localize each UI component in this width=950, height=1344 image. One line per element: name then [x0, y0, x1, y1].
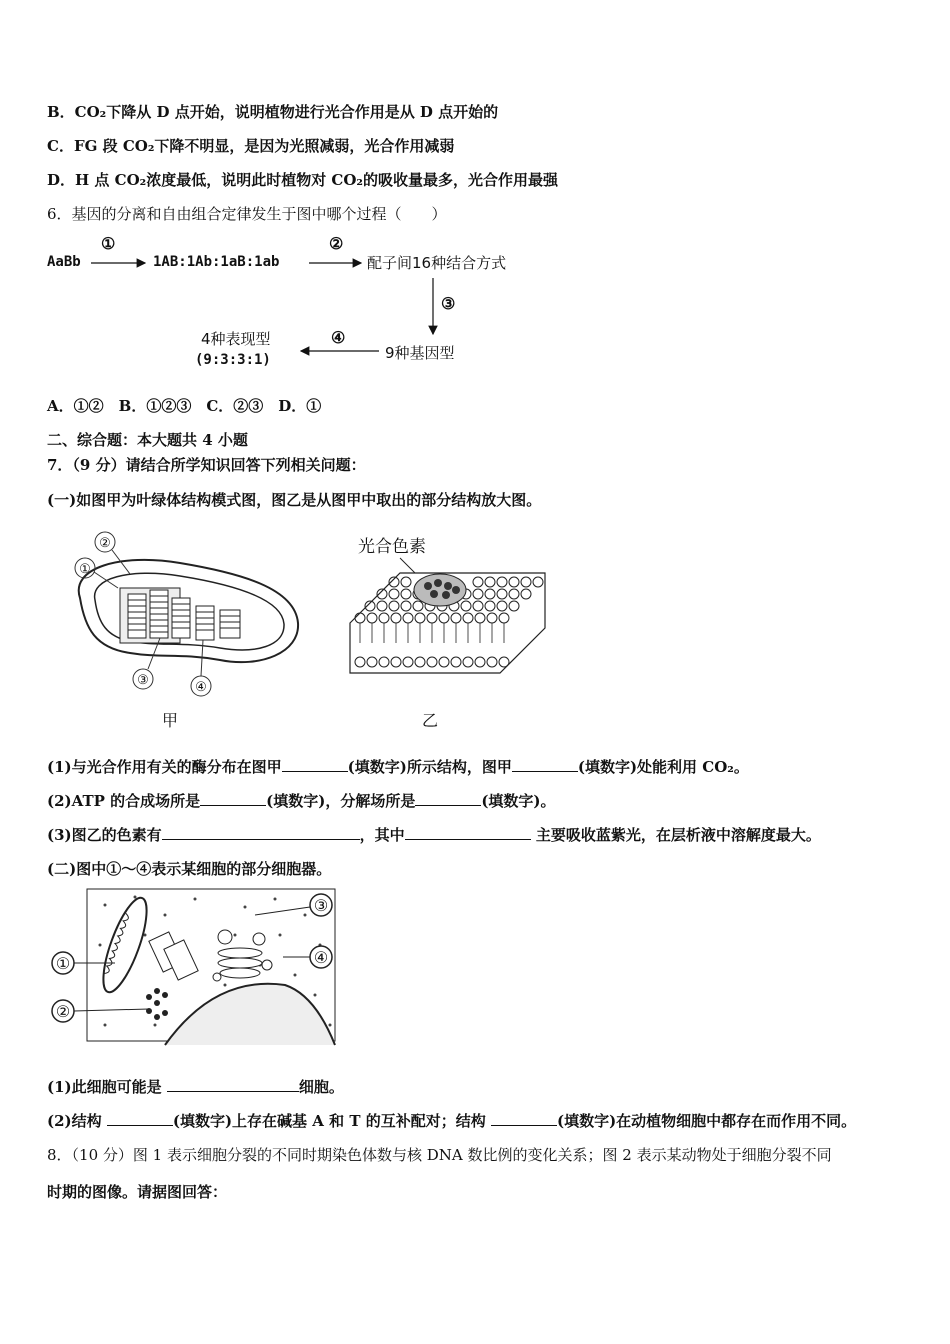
chloroplast-label-1: ①	[79, 562, 91, 577]
cell-label-4: ④	[313, 948, 329, 967]
figure-yi-caption: 乙	[421, 711, 439, 730]
q7-stem: 7．（9 分）请结合所学知识回答下列相关问题：	[47, 456, 366, 474]
chloroplast-label-4: ④	[195, 680, 207, 695]
answer-blank[interactable]	[405, 825, 531, 840]
flow-step-4: ④	[331, 328, 346, 347]
flow-genotypes: 9种基因型	[385, 344, 455, 362]
flow-step-3: ③	[441, 294, 456, 313]
flow-start: AaBb	[47, 254, 81, 270]
q5-option-c: C．FG 段 CO₂下降不明显，是因为光照减弱，光合作用减弱	[47, 137, 455, 155]
cell-label-2: ②	[55, 1002, 71, 1021]
chloroplast-label-2: ②	[99, 536, 111, 551]
answer-blank[interactable]	[282, 757, 348, 772]
flow-gametes: 1AB:1Ab:1aB:1ab	[153, 254, 280, 270]
q7-part2-sub2: (2)结构 (填数字)上存在碱基 A 和 T 的互补配对；结构 (填数字)在动植物细胞中都存在而作用不同。	[47, 1112, 857, 1130]
q7-part1-stem: (一)如图甲为叶绿体结构模式图，图乙是从图甲中取出的部分结构放大图。	[47, 491, 542, 509]
pigment-label: 光合色素	[358, 537, 426, 557]
q8-stem-line1: 8．（10 分）图 1 表示细胞分裂的不同时期染色体数与核 DNA 数比例的变化关系；图 2 表示某动物处于细胞分裂不同	[47, 1146, 832, 1164]
flow-step-2: ②	[329, 234, 344, 253]
cell-label-1: ①	[55, 954, 71, 973]
answer-blank[interactable]	[491, 1111, 557, 1126]
flow-ratio: (9:3:3:1)	[195, 352, 271, 368]
cell-organelles-figure	[45, 885, 340, 1050]
q5-option-b: B．CO₂下降从 D 点开始，说明植物进行光合作用是从 D 点开始的	[47, 103, 499, 121]
answer-blank[interactable]	[167, 1077, 299, 1092]
q7-part2-stem: (二)图中①～④表示某细胞的部分细胞器。	[47, 860, 332, 878]
chloroplast-figure	[60, 528, 310, 733]
flow-combos: 配子间16种结合方式	[367, 254, 507, 272]
section-2-heading: 二、综合题：本大题共 4 小题	[47, 431, 248, 449]
figure-jia-caption: 甲	[161, 711, 179, 730]
answer-blank[interactable]	[512, 757, 578, 772]
q5-option-d: D．H 点 CO₂浓度最低，说明此时植物对 CO₂的吸收量最多，光合作用最强	[47, 171, 558, 189]
thylakoid-membrane-figure	[340, 528, 560, 733]
flow-step-1: ①	[101, 234, 116, 253]
q7-sub1: (1)与光合作用有关的酶分布在图甲 (填数字)所示结构，图甲 (填数字)处能利用 CO₂。	[47, 758, 749, 776]
q6-flow-diagram	[45, 232, 545, 377]
q7-part2-sub1: (1)此细胞可能是 细胞。	[47, 1078, 344, 1096]
q8-stem-line2: 时期的图像。请据图回答：	[47, 1183, 228, 1201]
q7-sub3: (3)图乙的色素有 ，其中 主要吸收蓝紫光，在层析液中溶解度最大。	[47, 826, 821, 844]
flow-phenotypes: 4种表现型	[201, 330, 271, 348]
grana-stack	[128, 590, 240, 640]
flow-arrows	[45, 232, 545, 377]
answer-blank[interactable]	[415, 791, 481, 806]
cell-label-3: ③	[313, 896, 329, 915]
q6-stem: 6．基因的分离和自由组合定律发生于图中哪个过程（ ）	[47, 205, 447, 223]
answer-blank[interactable]	[107, 1111, 173, 1126]
chloroplast-label-3: ③	[137, 673, 149, 688]
answer-blank[interactable]	[200, 791, 266, 806]
q7-sub2: (2)ATP 的合成场所是 (填数字)，分解场所是 (填数字)。	[47, 792, 556, 810]
pigment-cluster	[414, 574, 466, 606]
q6-options: A．①② B．①②③ C．②③ D．①	[47, 397, 322, 415]
answer-blank[interactable]	[162, 825, 360, 840]
